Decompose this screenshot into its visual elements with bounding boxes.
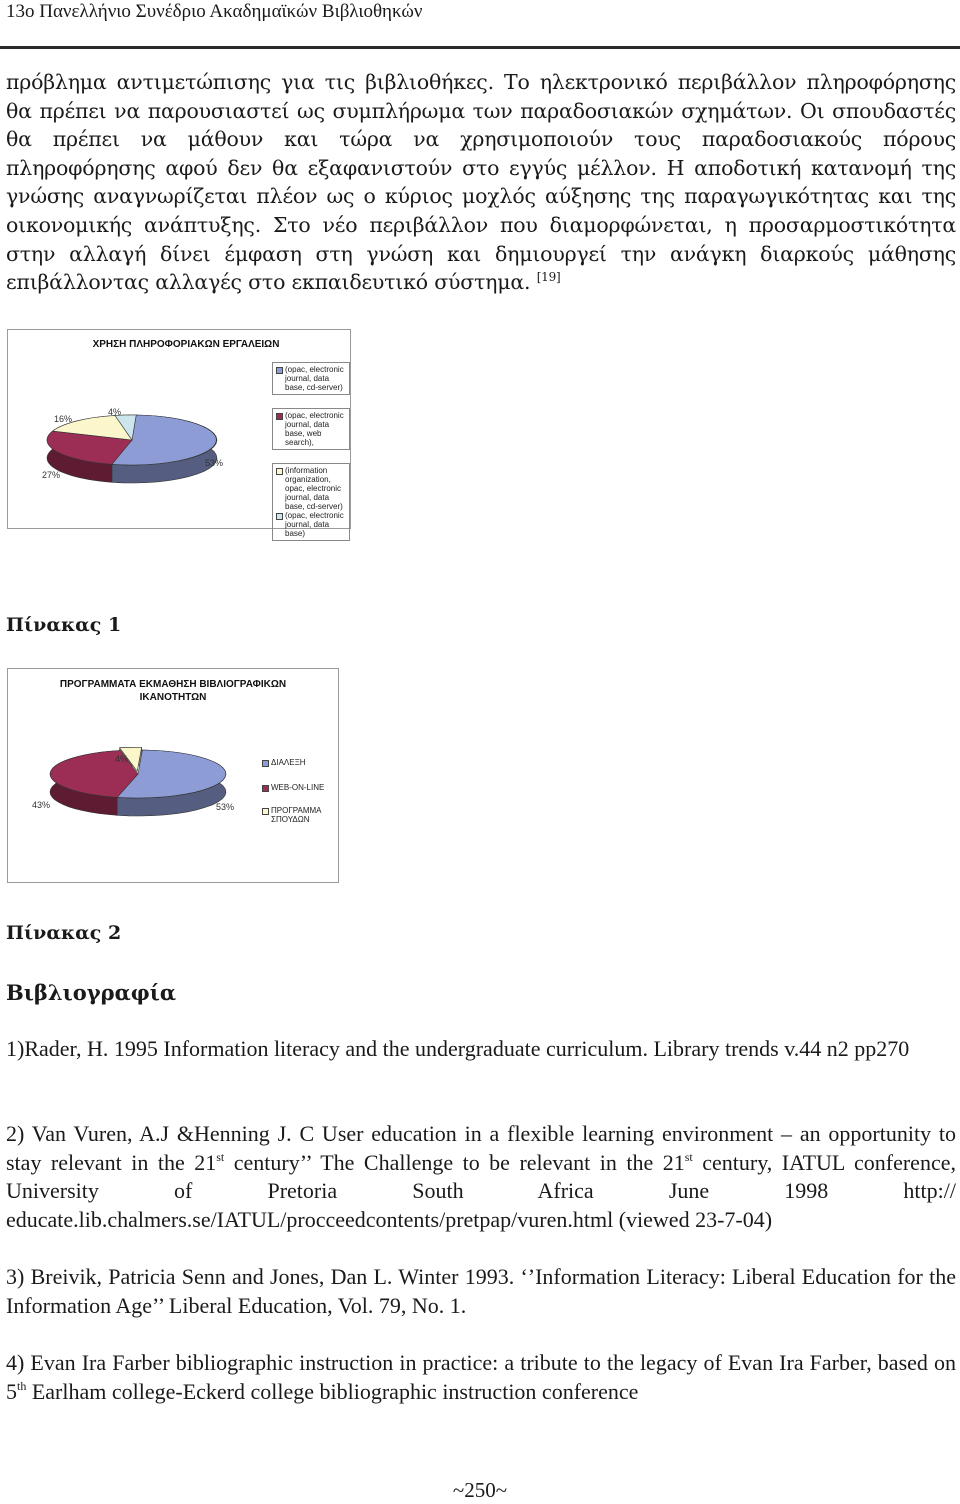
pie1-slices [47,415,217,483]
legend1-group-a [272,362,350,395]
legend-swatch [276,468,283,475]
reference-4 [6,1349,956,1406]
legend-swatch [262,808,269,815]
reference-2-part-a: 2) Van Vuren, A.J &Henning J. C User education in a flexible learning environment – an opportunity to stay relevant in the 21 [6,1121,956,1175]
legend2-label-0: ΔΙΑΛΕΞΗ [271,758,306,767]
chart1-legend [272,362,350,541]
legend1-item-0 [276,365,346,392]
reference-4-part-b: Earlham college-Eckerd college bibliographic instruction conference [26,1378,639,1404]
legend1-group-c [272,463,350,541]
reference-4-sup: th [17,1378,27,1393]
pie1-label-3: 4% [108,407,122,417]
legend1-item-1 [276,411,346,447]
pie2-label-2: 4% [115,754,129,764]
pie1-label-0: 53% [205,458,224,468]
reference-2-text [6,1120,956,1234]
pie1-label-2: 16% [54,414,73,424]
citation-mark: [19] [536,270,561,285]
legend2-item-0 [262,758,352,767]
reference-2 [6,1120,956,1234]
legend1-label-2: (information organization, opac, electronic journal, data base, cd-server) [285,466,343,511]
pie2-slices [50,747,226,816]
legend2-label-2: ΠΡΟΓΡΑΜΜΑ ΣΠΟΥΔΩΝ [271,806,322,824]
bibliography-title: Βιβλιογραφία [6,980,177,1005]
pie2-label-0: 53% [216,802,235,812]
legend2-item-1 [262,783,352,792]
legend-swatch [262,785,269,792]
legend-swatch [276,367,283,374]
pie1-label-1: 27% [42,470,61,480]
reference-3 [6,1263,956,1320]
running-header: 13ο Πανελλήνιο Συνέδριο Ακαδημαϊκών Βιβλιοθηκών [6,1,423,22]
page-number: ~250~ [452,1478,508,1502]
legend-swatch [276,513,283,520]
chart2-title-line2: ΙΚΑΝΟΤΗΤΩΝ [139,692,207,703]
intro-paragraph [6,68,956,297]
reference-4-part-a: 4) Evan Ira Farber bibliographic instruction in practice: a tribute to the legacy of Evan Ira Farber, based on 5 [6,1350,956,1404]
reference-1-text: 1)Rader, H. 1995 Information literacy and the undergraduate curriculum. Library trends v.44 n2 pp270 [6,1036,910,1061]
chart2-title-line1: ΠΡΟΓΡΑΜΜΑΤΑ ΕΚΜΑΘΗΣΗ ΒΙΒΛΙΟΓΡΑΦΙΚΩΝ [59,679,287,690]
header-rule [0,46,960,49]
reference-2-part-b: century’’ The Challenge to be relevant in the 21 [224,1149,685,1175]
legend1-item-2 [276,466,346,511]
legend2-label-1: WEB-ON-LINE [271,783,325,792]
legend1-group-b [272,408,350,450]
intro-text: πρόβλημα αντιμετώπισης για τις βιβλιοθήκες. Το ηλεκτρονικό περιβάλλον πληροφόρησης θα πρέπει να παρουσιαστεί ως συμπλήρωμα των παραδοσιακών σχημάτων. Οι σπουδαστές θα πρέπει να μάθουν και τώρα να χρησιμοποιούν τους παραδοσιακούς πόρους πληροφόρησης αφού δεν θα εξαφανιστούν στο εγγύς μέλλον. Η αποδοτική κατανομή της γνώσης αναγνωρίζεται πλέον ως ο κύριος μοχλός αύξησης της παραγωγικότητας και της οικονομικής ανάπτυξης. Στο νέο περιβάλλον που διαμορφώνεται, η προσαρμοστικότητα στην αλλαγή δίνει έμφαση στη γνώση και δημιουργεί την ανάγκη διαρκούς μάθησης επιβάλλοντας αλλαγές στο εκπαιδευτικό σύστημα. [6,70,956,295]
legend-swatch [276,413,283,420]
chart2-legend [262,758,352,824]
legend1-label-1: (opac, electronic journal, data base, web search), [285,411,344,447]
reference-3-text: 3) Breivik, Patricia Senn and Jones, Dan L. Winter 1993. ‘’Information Literacy: Liberal Education for the Information Age’’ Liberal Education, Vol. 79, No. 1. [6,1264,956,1318]
reference-2-part-c: century, IATUL conference, University of Pretoria South Africa June 1998 http:// educate.lib.chalmers.se/IATUL/procceedcontents/pretpap/vuren.html (viewed 23-7-04) [6,1149,956,1232]
reference-2-sup-2: st [684,1149,693,1164]
caption-table-1: Πίνακας 1 [6,614,122,636]
reference-4-text [6,1349,956,1406]
legend2-item-2 [262,806,352,824]
legend1-item-3 [276,511,346,538]
reference-1 [6,1035,956,1064]
legend-swatch [262,760,269,767]
chart1-title: ΧΡΗΣΗ ΠΛΗΡΟΦΟΡΙΑΚΩΝ ΕΡΓΑΛΕΙΩΝ [92,339,280,350]
legend1-label-3: (opac, electronic journal, data base) [285,511,344,538]
reference-2-sup-1: st [216,1149,225,1164]
pie2-label-1: 43% [32,800,51,810]
legend1-label-0: (opac, electronic journal, data base, cd-server) [285,365,344,392]
caption-table-2: Πίνακας 2 [6,922,122,944]
